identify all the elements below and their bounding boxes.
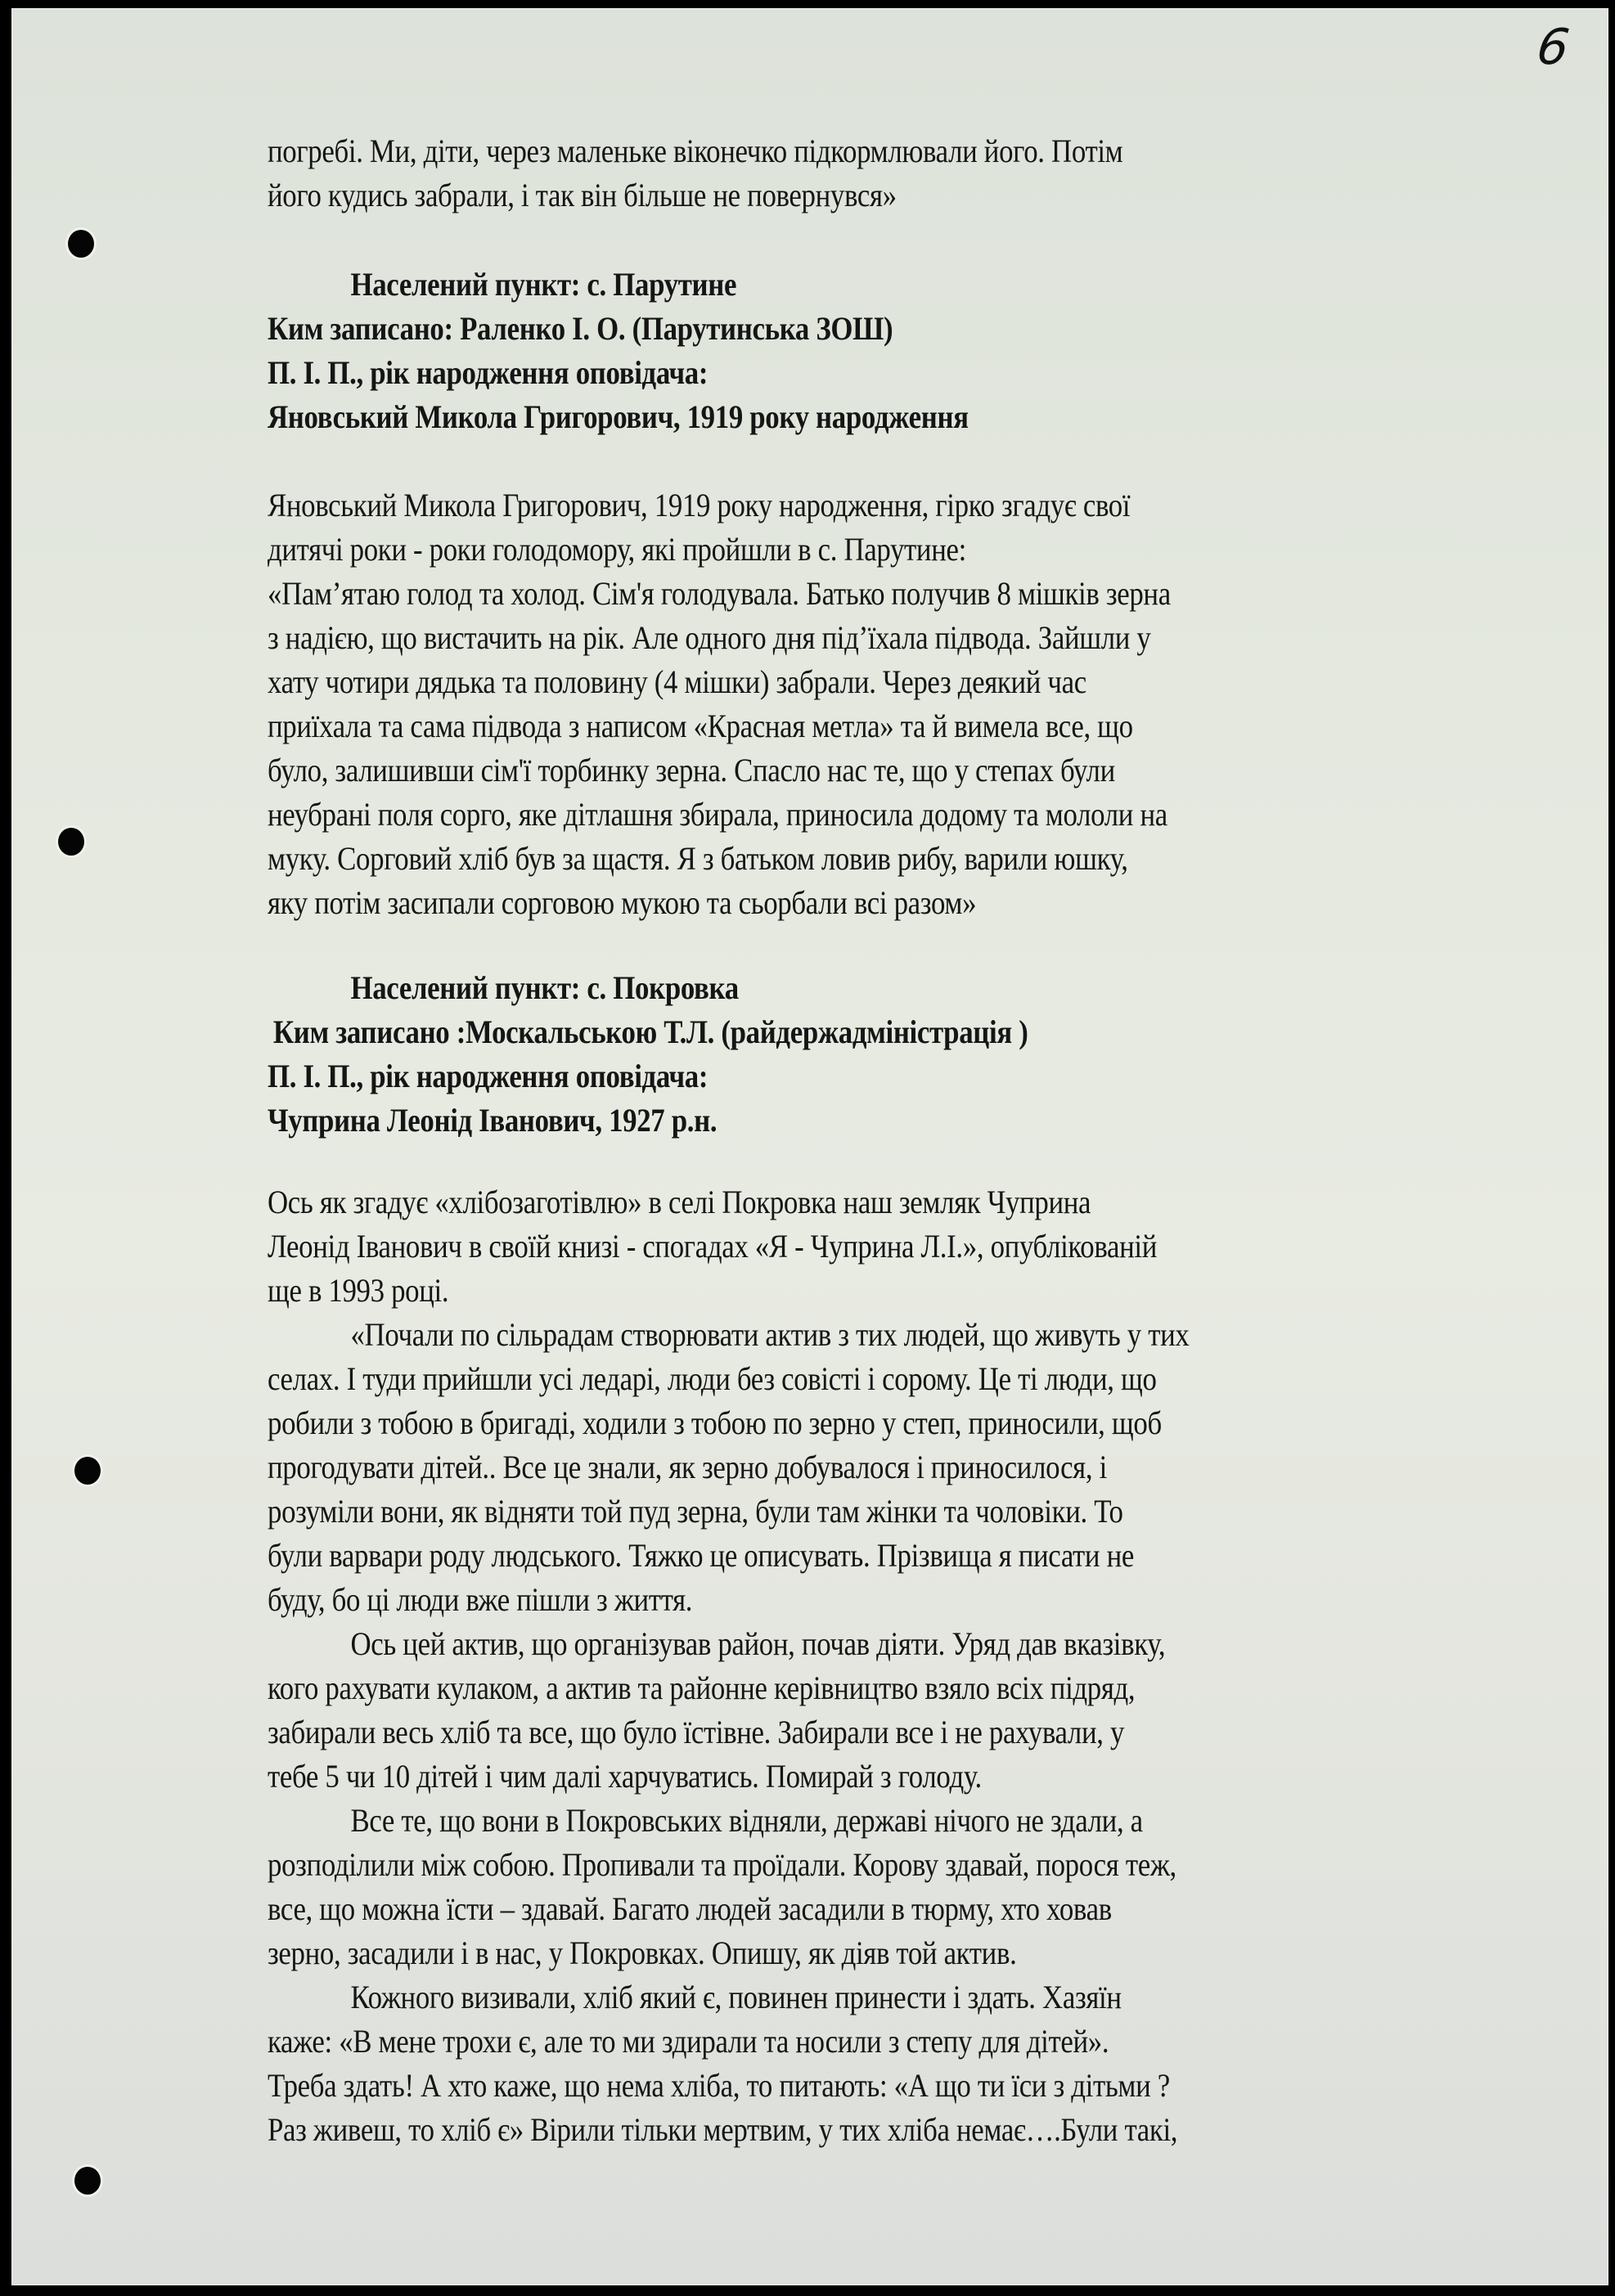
text-line: зерно, засадили і в нас, у Покровках. Опишу, як діяв той актив. xyxy=(268,1934,1017,1971)
text-line: з надією, що вистачить на рік. Але одного дня під’їхала підвода. Зайшли у xyxy=(268,619,1151,656)
punch-hole-icon xyxy=(68,230,94,258)
text-line: «Почали по сільрадам створювати актив з тих людей, що живуть у тих xyxy=(350,1316,1190,1353)
section2-header xyxy=(268,966,1337,1143)
text-line: кого рахувати кулаком, а актив та районне керівництво взяло всіх підряд, xyxy=(268,1669,1136,1706)
text-line: робили з тобою в бригаді, ходили з тобою по зерно у степ, приносили, щоб xyxy=(268,1404,1162,1441)
text-line: Ось як згадує «хлібозаготівлю» в селі Покровка наш земляк Чуприна xyxy=(268,1184,1091,1220)
text-line: розподілили між собою. Пропивали та проїдали. Корову здавай, порося теж, xyxy=(268,1846,1176,1883)
text-line: «Пам’ятаю голод та холод. Сім'я голодувала. Батько получив 8 мішків зерна xyxy=(268,575,1171,612)
section2-body xyxy=(268,1180,1337,2152)
text-line: тебе 5 чи 10 дітей і чим далі харчуватись. Помирай з голоду. xyxy=(268,1758,982,1795)
text-line: Кожного визивали, хліб який є, повинен принести і здать. Хазяїн xyxy=(350,1979,1122,2015)
text-line: неубрані поля сорго, яке дітлашня збирала, приносила додому та мололи на xyxy=(268,796,1167,833)
narrator-label-heading: П. І. П., рік народження оповідача: xyxy=(268,354,709,391)
punch-hole-icon xyxy=(58,828,84,856)
text-line: Все те, що вони в Покровських відняли, державі нічого не здали, а xyxy=(350,1802,1143,1839)
text-line: забирали весь хліб та все, що було їстівне. Забирали все і не рахували, у xyxy=(268,1714,1125,1750)
text-line: муку. Сорговий хліб був за щастя. Я з батьком ловив рибу, варили юшку, xyxy=(268,840,1128,877)
text-line: були варвари роду людського. Тяжко це описувать. Прізвища я писати не xyxy=(268,1537,1135,1574)
text-line: його кудись забрали, і так він більше не повернувся» xyxy=(268,177,897,213)
page-number: 6 xyxy=(1532,19,1572,76)
text-line: прогодувати дітей.. Все це знали, як зерно добувалося і приносилося, і xyxy=(268,1449,1107,1485)
recorded-by-heading: Ким записано: Раленко І. О. (Парутинська ЗОШ) xyxy=(268,310,893,347)
recorded-by-heading: Ким записано :Москальською Т.Л. (райдержадміністрація ) xyxy=(272,1013,1028,1050)
section1-body xyxy=(268,483,1337,925)
text-line: Раз живеш, то хліб є» Вірили тільки мертвим, у тих хліба немає….Були такі, xyxy=(268,2111,1178,2148)
text-line: Треба здать! А хто каже, що нема хліба, то питають: «А що ти їси з дітьми ? xyxy=(268,2067,1170,2104)
text-line: селах. І туди прийшли усі ледарі, люди без совісті і сорому. Це ті люди, що xyxy=(268,1360,1157,1397)
narrator-heading: Яновський Микола Григорович, 1919 року народження xyxy=(268,398,969,435)
punch-hole-icon xyxy=(74,1457,101,1485)
text-line: Яновський Микола Григорович, 1919 року народження, гірко згадує свої xyxy=(268,487,1131,523)
text-line: Ось цей актив, що організував район, почав діяти. Уряд дав вказівку, xyxy=(350,1625,1166,1662)
text-line: ще в 1993 році. xyxy=(268,1272,449,1309)
intro-paragraph xyxy=(268,129,1337,218)
text-line: все, що можна їсти – здавай. Багато людей засадили в тюрму, хто ховав xyxy=(268,1890,1112,1927)
text-line: хату чотири дядька та половину (4 мішки) забрали. Через деякий час xyxy=(268,663,1086,700)
text-line: погребі. Ми, діти, через маленьке віконечко підкормлювали його. Потім xyxy=(268,133,1123,169)
text-line: дитячі роки - роки голодомору, які пройшли в с. Парутине: xyxy=(268,531,966,568)
location-heading: Населений пункт: с. Парутине xyxy=(350,266,737,303)
punch-hole-icon xyxy=(74,2167,101,2195)
narrator-heading: Чуприна Леонід Іванович, 1927 р.н. xyxy=(268,1102,718,1139)
section1-header xyxy=(268,263,1337,439)
text-line: Леонід Іванович в своїй книзі - спогадах «Я - Чуприна Л.І.», опублікованій xyxy=(268,1228,1157,1265)
location-heading: Населений пункт: с. Покровка xyxy=(350,969,739,1006)
text-line: каже: «В мене трохи є, але то ми здирали та носили з степу для дітей». xyxy=(268,2023,1109,2060)
narrator-label-heading: П. І. П., рік народження оповідача: xyxy=(268,1058,709,1094)
text-line: було, залишивши сім'ї торбинку зерна. Спасло нас те, що у степах були xyxy=(268,752,1115,789)
text-line: яку потім засипали сорговою мукою та сьорбали всі разом» xyxy=(268,884,977,921)
document-page xyxy=(11,8,1608,2285)
text-line: розуміли вони, як відняти той пуд зерна, були там жінки та чоловіки. То xyxy=(268,1493,1123,1530)
text-line: приїхала та сама підвода з написом «Красная метла» та й вимела все, що xyxy=(268,708,1133,744)
text-line: буду, бо ці люди вже пішли з життя. xyxy=(268,1581,693,1618)
